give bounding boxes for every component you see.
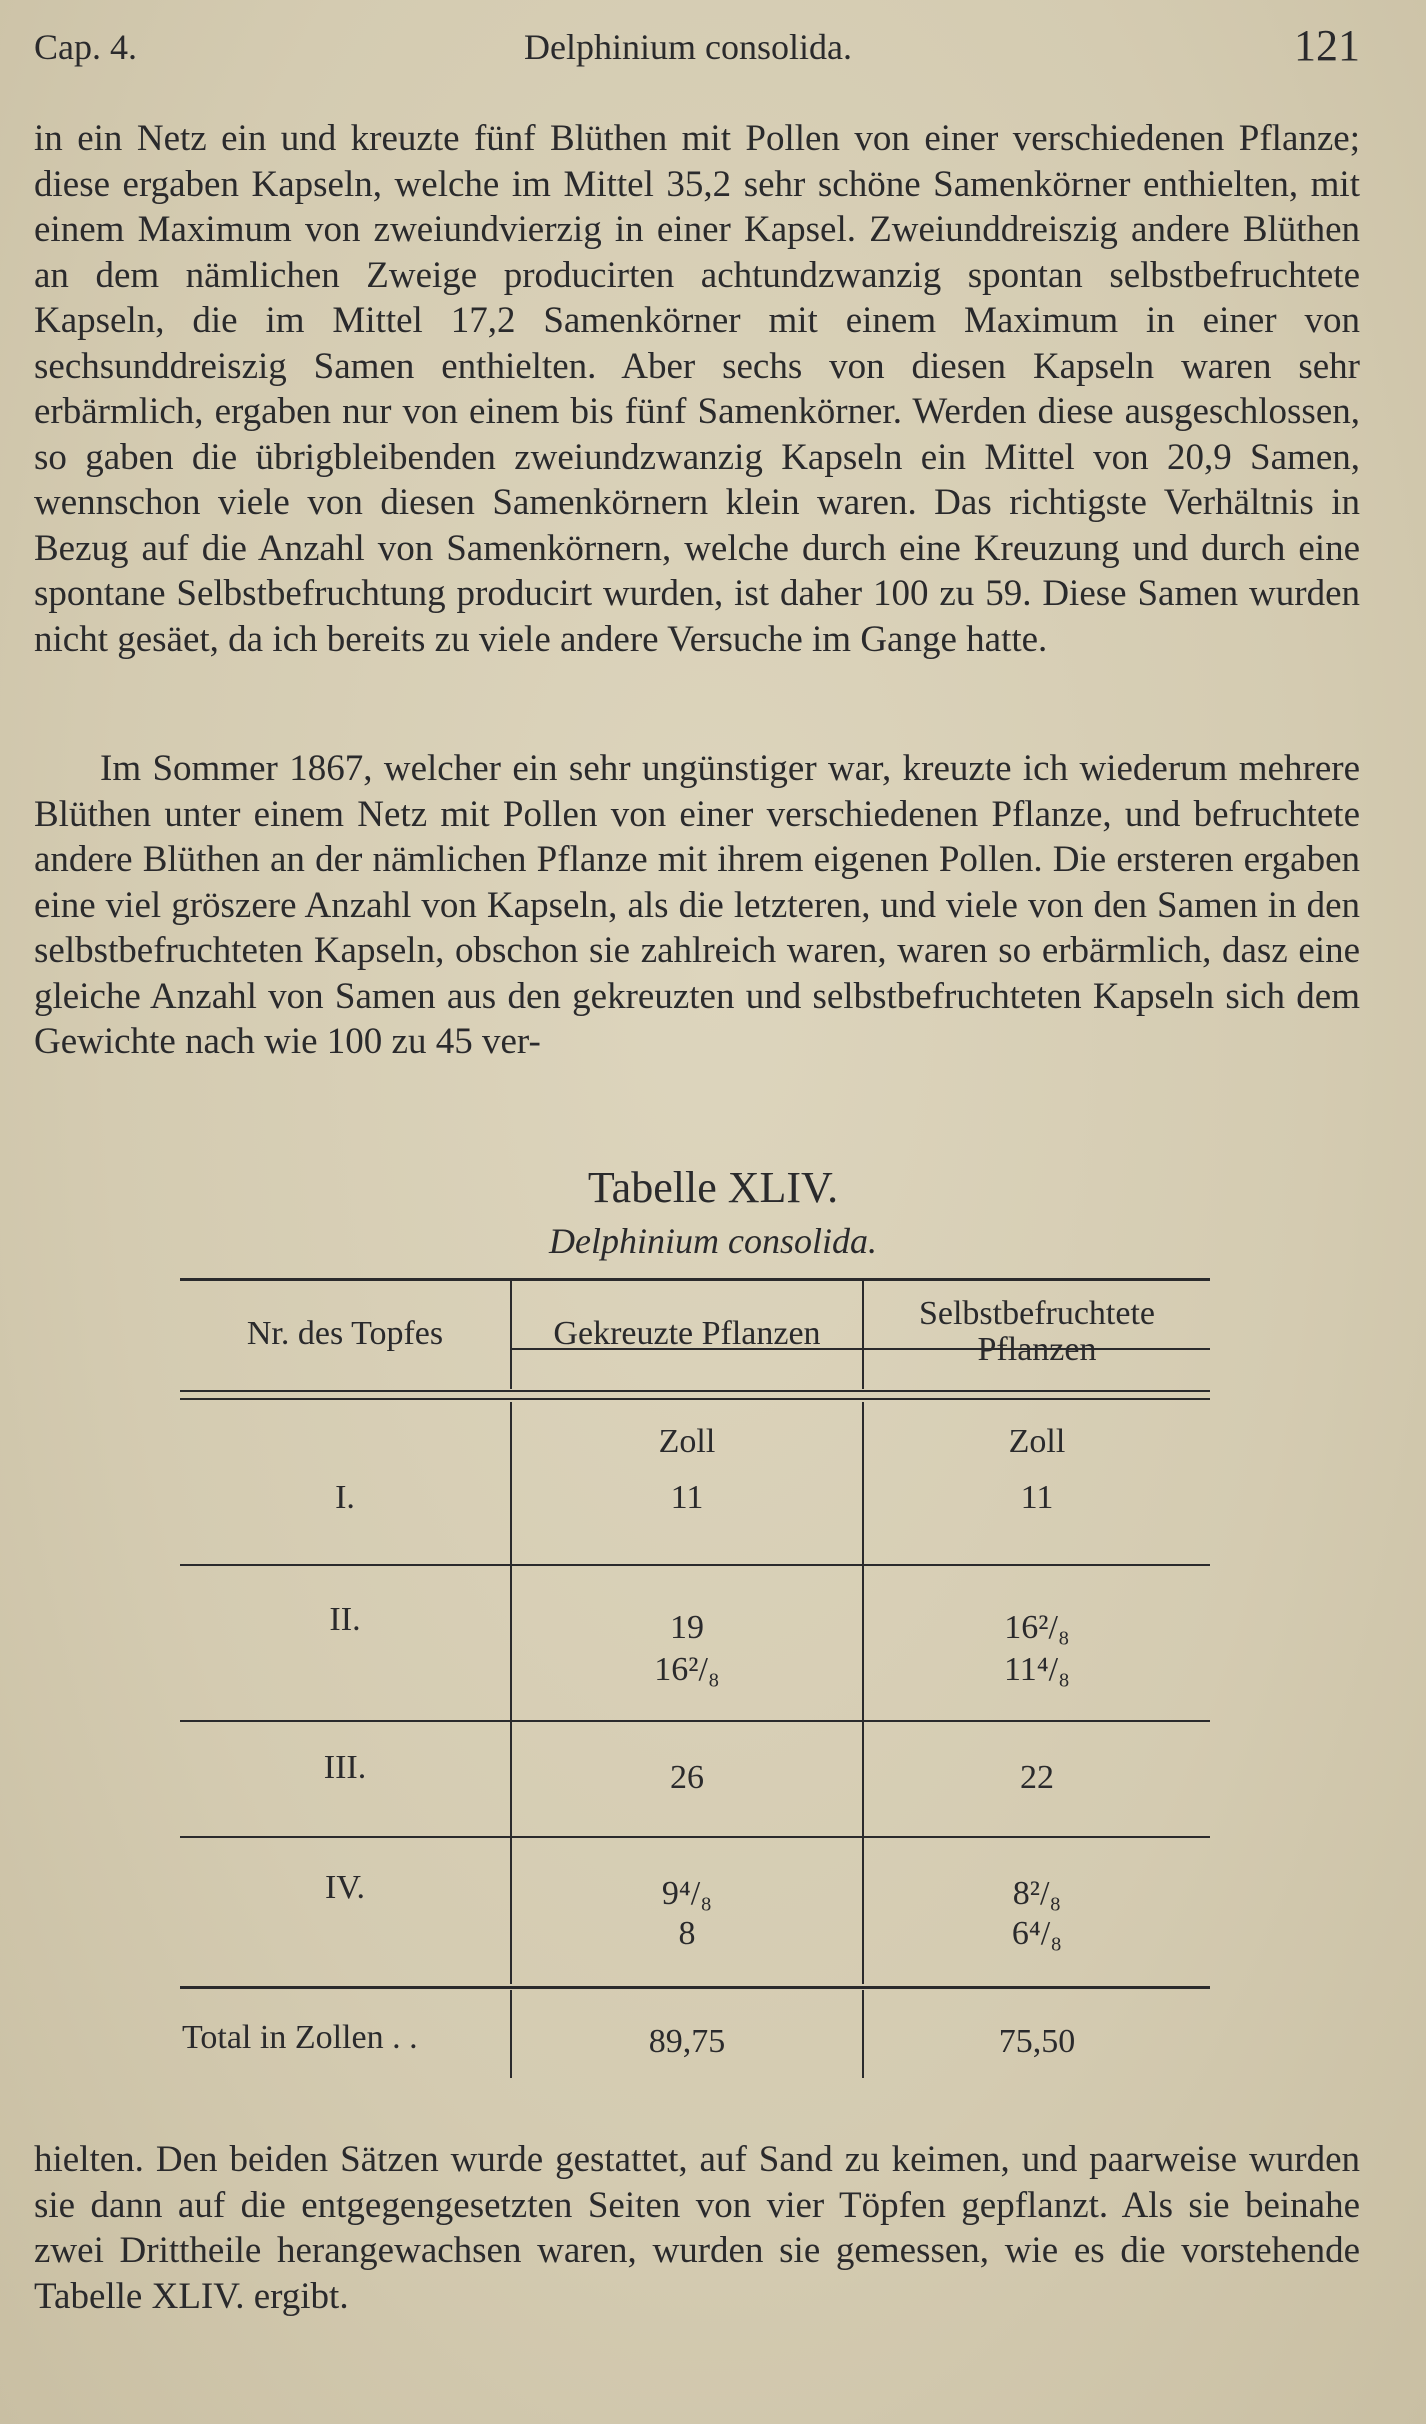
crossed-2a: 19 <box>670 1609 704 1646</box>
total-label: Total in Zollen . . <box>182 2019 418 2056</box>
crossed-2b: 16²/₈ <box>654 1651 720 1688</box>
table-header-rule-1 <box>180 1390 1210 1392</box>
paragraph-1 <box>34 116 1360 662</box>
self-2b: 11⁴/₈ <box>1004 1651 1070 1688</box>
total-crossed: 89,75 <box>648 2023 726 2060</box>
data-table <box>180 1278 1210 2078</box>
crossed-1a: 11 <box>670 1479 704 1516</box>
paragraph-2-text: Im Sommer 1867, welcher ein sehr ungünstiger war, kreuzte ich wiederum mehrere Blüthen unter einem Netz mit Pollen von einer verschiedenen Pflanze, und befruchtete andere Blüthen an der nämlichen Pflanze mit ihrem eigenen Pollen. Die ersteren ergaben eine viel gröszere Anzahl von Kapseln, als die letzteren, und viele von den Samen in den selbstbefruchteten Kapseln, obschon sie zahlreich waren, waren so erbärmlich, dasz eine gleiche Anzahl von Samen aus den gekreuzten und selbstbefruchteten Kapseln sich dem Gewichte nach wie 100 zu 45 ver- <box>34 748 1360 1062</box>
self-2a: 16²/₈ <box>1004 1609 1070 1646</box>
total-rule <box>180 1986 1210 1989</box>
self-1a: 11 <box>1020 1479 1054 1516</box>
self-4a: 8²/₈ <box>1012 1875 1062 1912</box>
page-header <box>34 20 1360 80</box>
row-rule-3 <box>180 1836 1210 1838</box>
unit-crossed: Zoll <box>658 1423 716 1460</box>
chapter-label: Cap. 4. <box>34 27 137 67</box>
pot-2: II. <box>329 1601 361 1638</box>
header-crossed: Gekreuzte Pflanzen <box>553 1315 821 1352</box>
total-self: 75,50 <box>998 2023 1076 2060</box>
self-3a: 22 <box>1020 1759 1054 1796</box>
paragraph-2 <box>34 746 1360 1065</box>
row-rule-1 <box>180 1564 1210 1566</box>
table-top-rule-thin <box>180 1279 870 1281</box>
row-rule-2 <box>180 1720 1210 1722</box>
unit-self: Zoll <box>1008 1423 1066 1460</box>
paragraph-3-text: hielten. Den beiden Sätzen wurde gestattet, auf Sand zu keimen, und paarweise wurden sie dann auf die entgegengesetzten Seiten von vier Töpfen gepflanzt. Als sie beinahe zwei Drittheile herangewachsen waren, wurden sie gemessen, wie es die vorstehende Tabelle XLIV. ergibt. <box>34 2139 1360 2317</box>
table-title: Tabelle XLIV. <box>587 1163 839 1212</box>
paragraph-3 <box>34 2137 1360 2319</box>
running-title: Delphinium consolida. <box>524 27 852 67</box>
self-4b: 6⁴/₈ <box>1011 1915 1063 1952</box>
paragraph-1-text: in ein Netz ein und kreuzte fünf Blüthen mit Pollen von einer verschiedenen Pflanze; diese ergaben Kapseln, welche im Mittel 35,2 sehr schöne Samenkörner enthielten, mit einem Maximum von zweiundvierzig in einer Kapsel. Zweiunddreiszig andere Blüthen an dem nämlichen Zweige producirten achtundzwanzig spontan selbstbefruchtete Kapseln, die im Mittel 17,2 Samenkörner mit einem Maximum in einer von sechsunddreiszig Samen enthielten. Aber sechs von diesen Kapseln waren sehr erbärmlich, ergaben nur von einem bis fünf Samenkörner. Werden diese ausgeschlossen, so gaben die übrigbleibenden zweiundzwanzig Kapseln ein Mittel von 20,9 Samen, wennschon viele von diesen Samenkörnern klein waren. Das richtigste Verhältnis in Bezug auf die Anzahl von Samenkörnern, welche durch eine Kreuzung und durch eine spontane Selbstbefruchtung producirt wurden, ist daher 100 zu 59. Diese Samen wurden nicht gesäet, da ich bereits zu viele andere Versuche im Gange hatte. <box>34 118 1360 660</box>
table-header-rule-2 <box>180 1398 1210 1400</box>
crossed-3a: 26 <box>670 1759 704 1796</box>
header-pot: Nr. des Topfes <box>246 1315 444 1352</box>
table-subtitle: Delphinium consolida. <box>549 1221 877 1261</box>
pot-3: III. <box>323 1749 367 1786</box>
pot-1: I. <box>335 1479 355 1516</box>
page-number: 121 <box>1294 21 1360 70</box>
pot-4: IV. <box>325 1869 365 1906</box>
header-self: Selbstbefruchtete Pflanzen <box>918 1295 1156 1368</box>
crossed-4a: 9⁴/₈ <box>661 1875 713 1912</box>
crossed-4b: 8 <box>678 1915 696 1952</box>
